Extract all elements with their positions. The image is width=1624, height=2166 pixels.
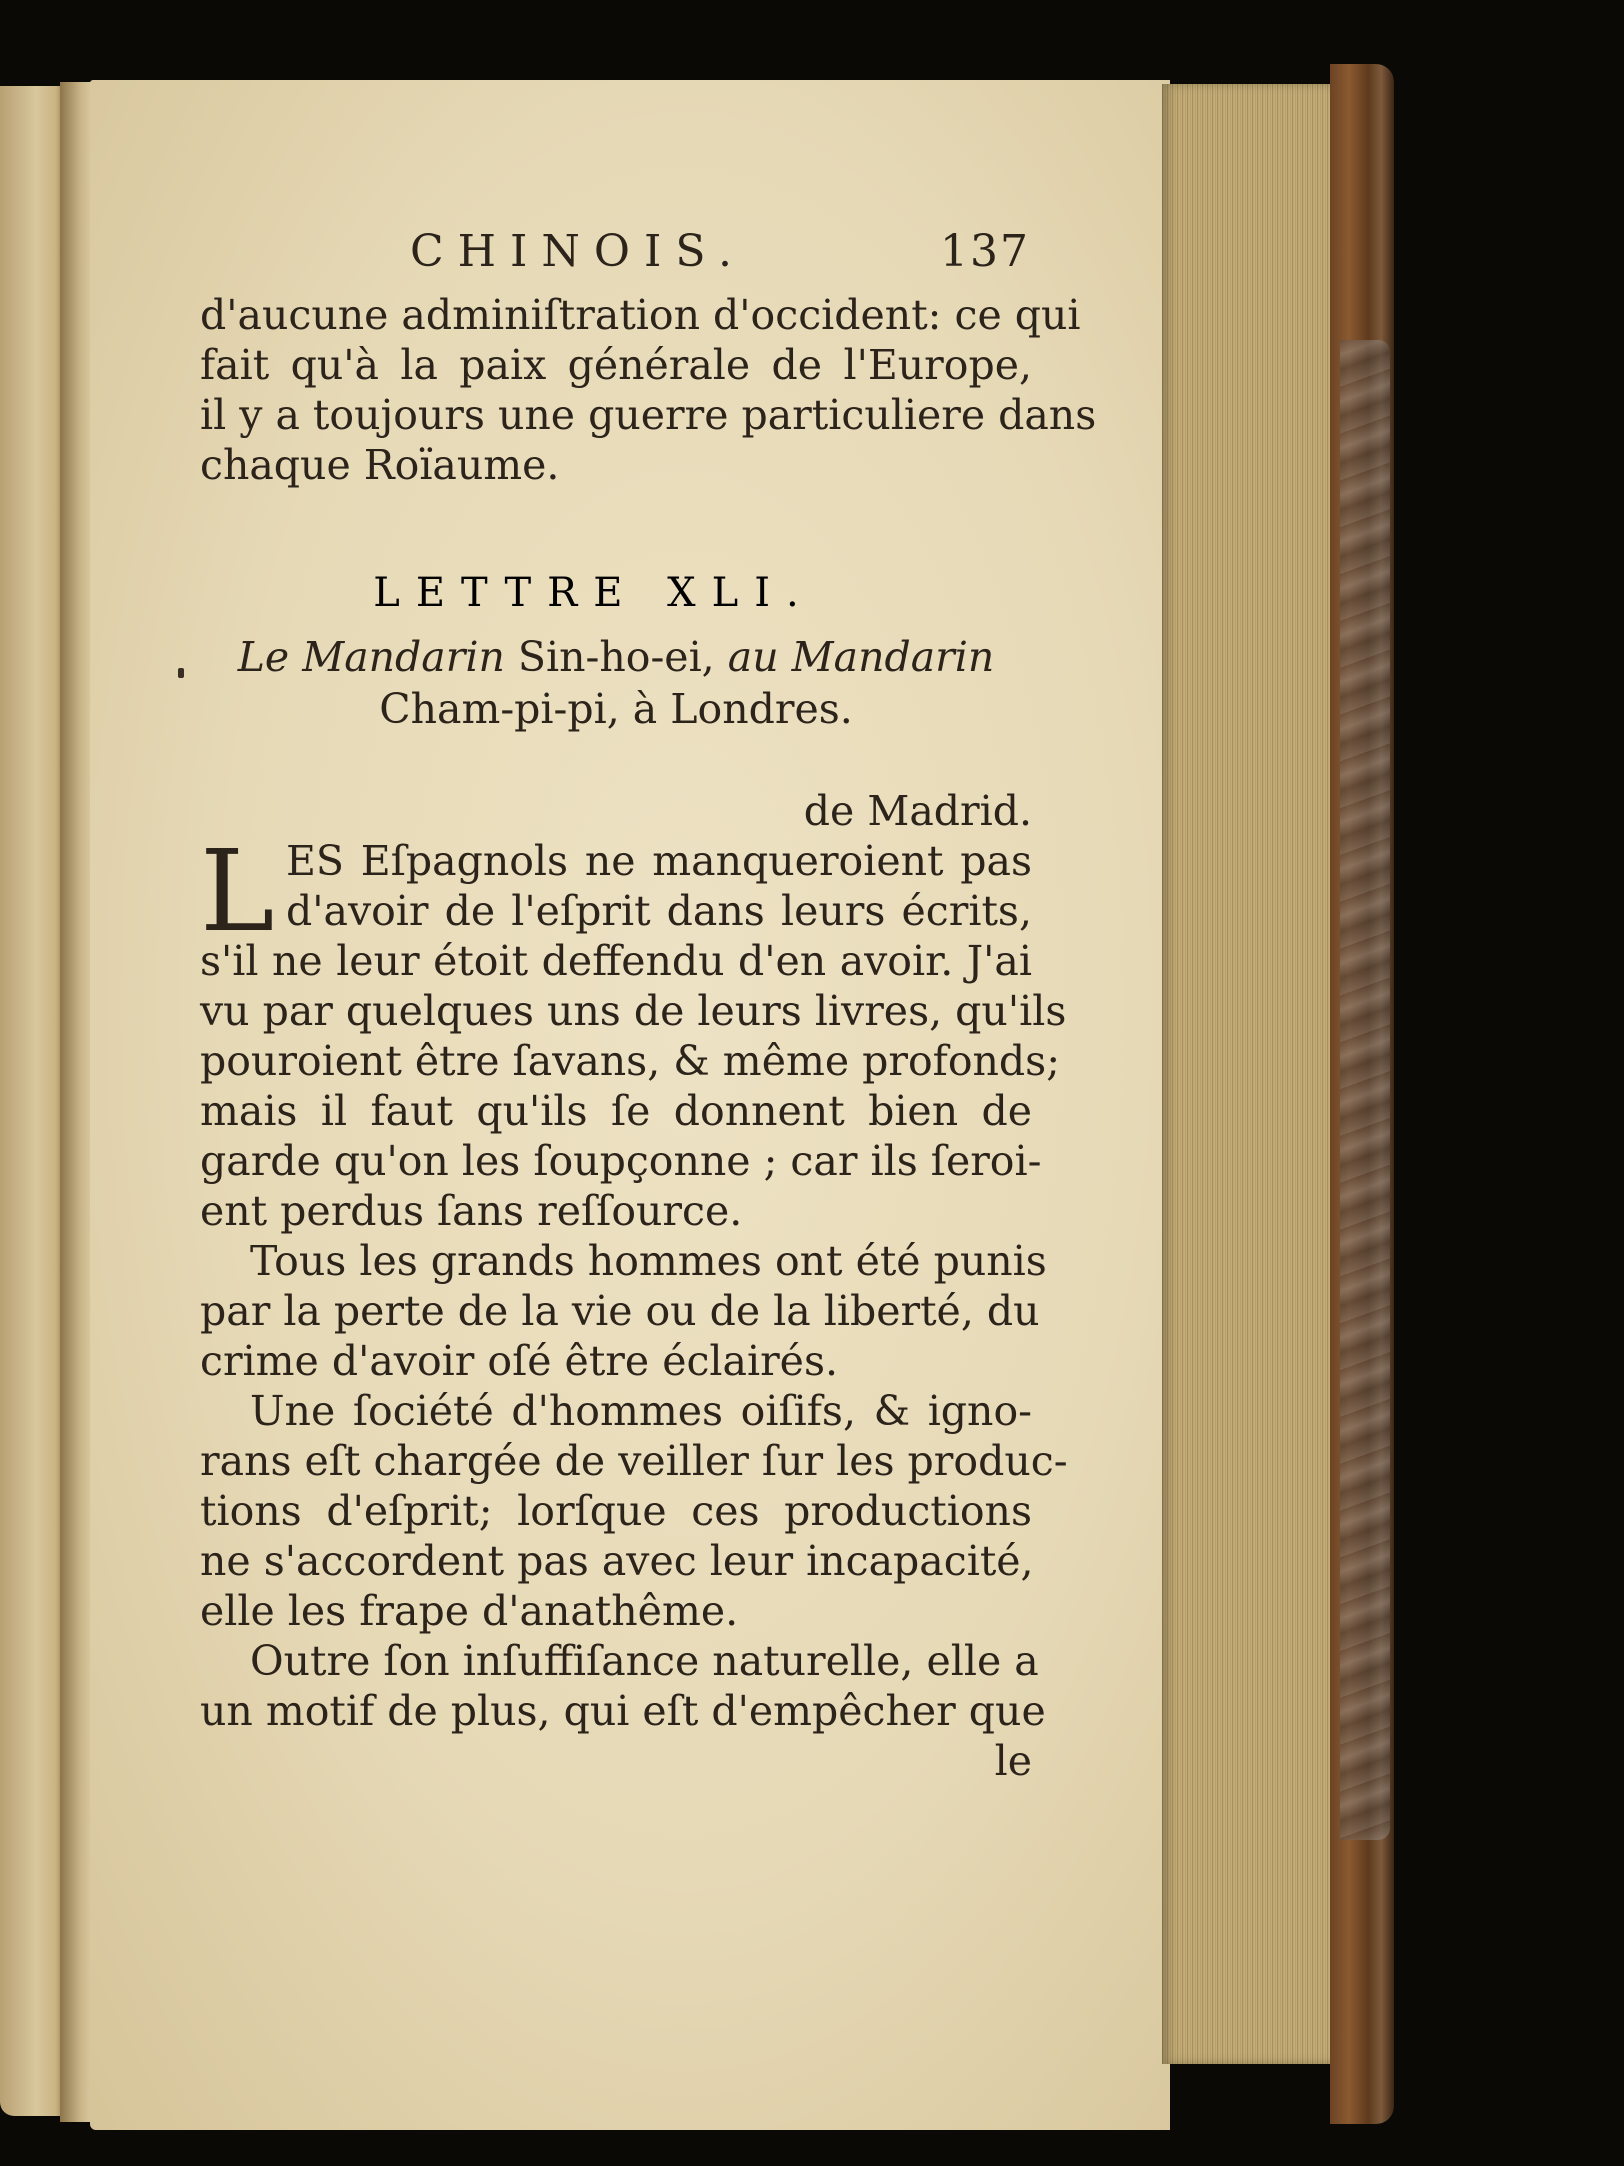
text-line: Tous les grands hommes ont été punis (250, 1237, 1047, 1285)
text-line: pouroient être ſavans, & même profonds; (200, 1037, 1061, 1085)
address-roman: Sin-ho-ei, (517, 633, 715, 681)
letter-dateline: de Madrid. (803, 787, 1032, 835)
running-head: CHINOIS. (410, 226, 746, 277)
text-line: tions d'eſprit; lorſque ces productions (200, 1487, 1032, 1535)
text-line: garde qu'on les ſoupçonne ; car ils ſeroi- (200, 1137, 1042, 1185)
marbled-board (1340, 340, 1390, 1840)
text-line: Une ſociété d'hommes oiſifs, & igno- (250, 1387, 1032, 1435)
text-line: fait qu'à la paix générale de l'Europe, (200, 341, 1032, 389)
letter-address-line-1 (200, 632, 1032, 682)
book-gutter (60, 82, 94, 2122)
text-line: un motif de plus, qui eſt d'empêcher que (200, 1687, 1046, 1735)
page-header (410, 226, 1030, 286)
margin-mark (178, 668, 184, 678)
page-block-edges (1162, 84, 1340, 2064)
text-line: chaque Roïaume. (200, 441, 560, 489)
drop-capital: L (200, 827, 275, 957)
text-line: rans eſt chargée de veiller ſur les produc- (200, 1437, 1068, 1485)
page-number: 137 (940, 226, 1030, 277)
text-line: Outre ſon inſuffiſance naturelle, elle a (250, 1637, 1039, 1685)
catchword: le (994, 1737, 1032, 1785)
text-line: ent perdus ſans reſſource. (200, 1187, 743, 1235)
text-line: il y a toujours une guerre particuliere dans (200, 391, 1097, 439)
text-line: mais il faut qu'ils ſe donnent bien de (200, 1087, 1032, 1135)
text-line: ES Eſpagnols ne manqueroient pas (286, 837, 1032, 885)
text-line: par la perte de la vie ou de la liberté, du (200, 1287, 1040, 1335)
text-line: d'avoir de l'eſprit dans leurs écrits, (286, 887, 1032, 935)
text-line: vu par quelques uns de leurs livres, qu'ils (200, 987, 1067, 1035)
text-line: d'aucune adminiſtration d'occident: ce qui (200, 291, 1081, 339)
letter-title: LETTRE XLI. (373, 570, 815, 616)
letter-address-line-2: Cham-pi-pi, à Londres. (379, 685, 853, 733)
text-line: elle les frape d'anathême. (200, 1587, 739, 1635)
text-line: ne s'accordent pas avec leur incapacité, (200, 1537, 1034, 1585)
text-line: crime d'avoir oſé être éclairés. (200, 1337, 839, 1385)
facing-page-edge (0, 86, 66, 2116)
address-italic: Le Mandarin (237, 633, 505, 681)
text-line: s'il ne leur étoit deffendu d'en avoir. J'ai (200, 937, 1032, 985)
address-italic: au Mandarin (727, 633, 995, 681)
